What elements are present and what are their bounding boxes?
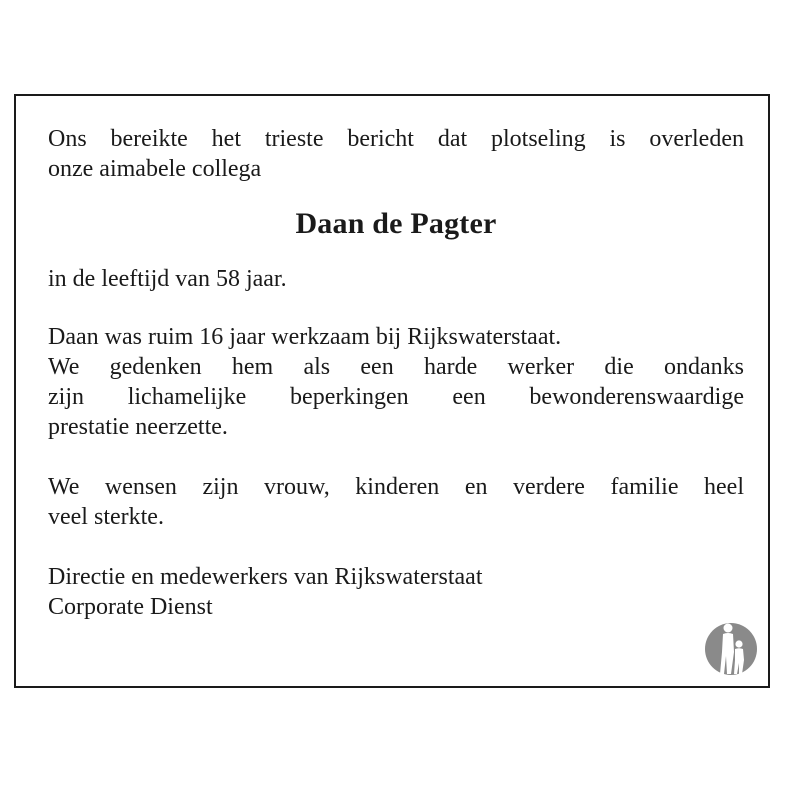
- wishes-line-1: We wensen zijn vrouw, kinderen en verdere familie heel: [48, 474, 744, 500]
- memorial-figures-icon: [704, 618, 758, 676]
- wishes-text: [48, 472, 744, 532]
- wishes-line-2: veel sterkte.: [48, 504, 164, 530]
- signature: [48, 562, 744, 622]
- intro-line-2: onze aimabele collega: [48, 156, 262, 182]
- tribute-line-4: prestatie neerzette.: [48, 414, 228, 440]
- signature-line-2: Corporate Dienst: [48, 594, 213, 620]
- signature-line-1: Directie en medewerkers van Rijkswaterstaat: [48, 564, 483, 590]
- deceased-name: Daan de Pagter: [295, 207, 497, 240]
- tribute-text: [48, 322, 744, 442]
- tribute-line-3: zijn lichamelijke beperkingen een bewonderenswaardige: [48, 384, 744, 410]
- intro-line-1: Ons bereikte het trieste bericht dat plotseling is overleden: [48, 126, 744, 152]
- tribute-line-1: Daan was ruim 16 jaar werkzaam bij Rijkswaterstaat.: [48, 324, 562, 350]
- intro-text: [48, 124, 744, 184]
- obituary-content: [48, 124, 744, 622]
- age-line: in de leeftijd van 58 jaar.: [48, 266, 287, 292]
- tribute-line-2: We gedenken hem als een harde werker die ondanks: [48, 354, 744, 380]
- obituary-frame: [14, 94, 770, 688]
